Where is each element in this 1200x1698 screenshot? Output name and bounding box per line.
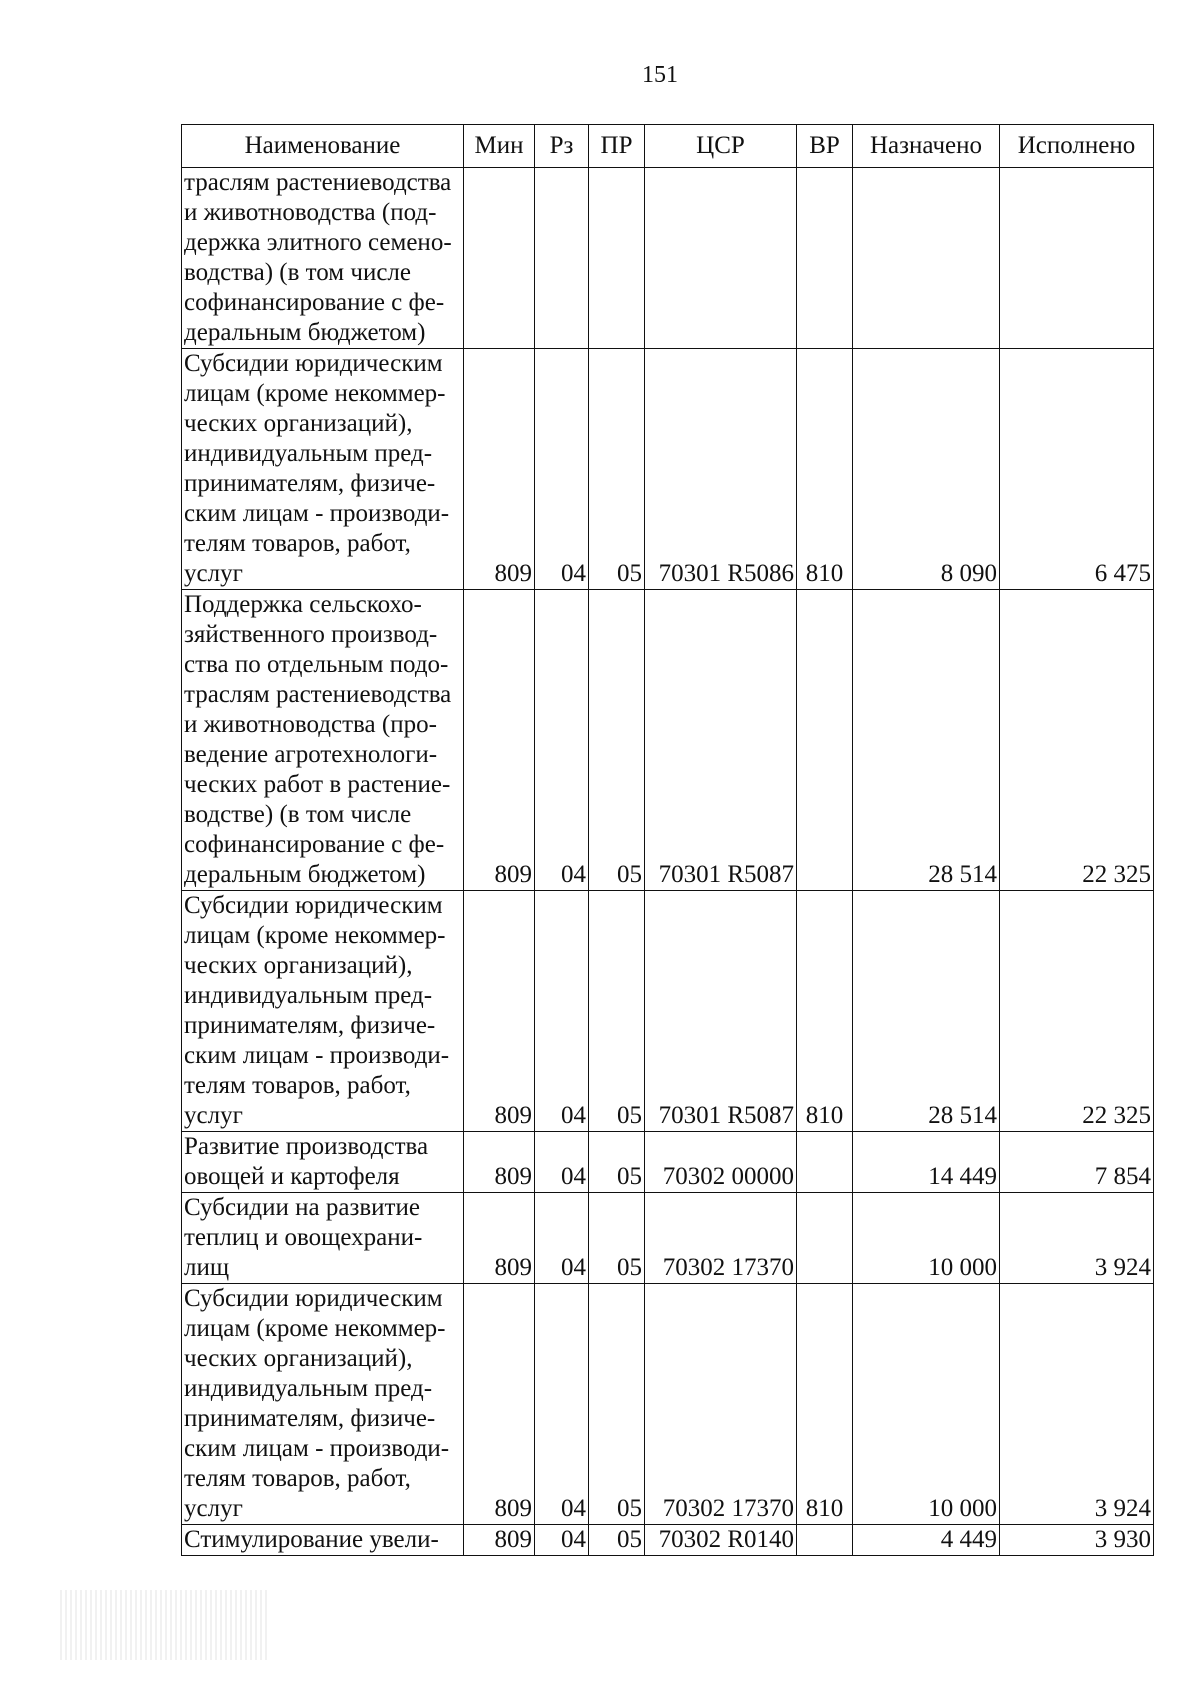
- cell-min: 809: [464, 1284, 535, 1525]
- cell-csr: [645, 168, 797, 349]
- table-row: [182, 590, 1154, 891]
- cell-name: траслям растениеводства и животноводства (под- держка элитного семено- водства) (в том числе софинансирование с фе- деральным бюджетом): [182, 168, 464, 349]
- cell-pr: 05: [589, 1193, 645, 1284]
- table-row: [182, 168, 1154, 349]
- header-pr: ПР: [589, 125, 645, 168]
- cell-min: 809: [464, 590, 535, 891]
- cell-csr: 70302 17370: [645, 1284, 797, 1525]
- cell-min: 809: [464, 1525, 535, 1556]
- header-assigned: Назначено: [853, 125, 1000, 168]
- table-row: [182, 1193, 1154, 1284]
- cell-rz: [535, 168, 589, 349]
- header-executed: Исполнено: [1000, 125, 1154, 168]
- cell-vr: [797, 1525, 853, 1556]
- header-csr: ЦСР: [645, 125, 797, 168]
- cell-executed: 3 924: [1000, 1284, 1154, 1525]
- header-vr: ВР: [797, 125, 853, 168]
- table-row: [182, 1132, 1154, 1193]
- cell-rz: 04: [535, 891, 589, 1132]
- header-rz: Рз: [535, 125, 589, 168]
- header-min: Мин: [464, 125, 535, 168]
- header-name: Наименование: [182, 125, 464, 168]
- cell-name: Субсидии юридическим лицам (кроме некоммер- ческих организаций), индивидуальным пред- принимателям, физиче- ским лицам - производи- телям товаров, работ, услуг: [182, 1284, 464, 1525]
- cell-csr: 70302 17370: [645, 1193, 797, 1284]
- cell-csr: 70301 R5087: [645, 590, 797, 891]
- cell-name: Развитие производства овощей и картофеля: [182, 1132, 464, 1193]
- cell-assigned: [853, 168, 1000, 349]
- cell-assigned: 10 000: [853, 1193, 1000, 1284]
- cell-executed: 7 854: [1000, 1132, 1154, 1193]
- cell-rz: 04: [535, 590, 589, 891]
- cell-csr: 70301 R5086: [645, 349, 797, 590]
- cell-min: 809: [464, 1132, 535, 1193]
- table-row: [182, 349, 1154, 590]
- cell-assigned: 8 090: [853, 349, 1000, 590]
- cell-assigned: 4 449: [853, 1525, 1000, 1556]
- scan-artifact: [60, 1590, 270, 1660]
- cell-name: Поддержка сельскохо- зяйственного производ- ства по отдельным подо- траслям растениеводства и животноводства (про- ведение агротехнологи- ческих работ в растение- водстве) (в том числе софинансирование с фе- деральным бюджетом): [182, 590, 464, 891]
- cell-pr: [589, 168, 645, 349]
- cell-pr: 05: [589, 349, 645, 590]
- cell-assigned: 14 449: [853, 1132, 1000, 1193]
- page-number: 151: [642, 62, 678, 88]
- cell-executed: [1000, 168, 1154, 349]
- cell-pr: 05: [589, 1525, 645, 1556]
- cell-name: Стимулирование увели-: [182, 1525, 464, 1556]
- cell-vr: [797, 1193, 853, 1284]
- cell-rz: 04: [535, 1132, 589, 1193]
- cell-min: 809: [464, 891, 535, 1132]
- cell-assigned: 10 000: [853, 1284, 1000, 1525]
- cell-min: 809: [464, 1193, 535, 1284]
- cell-assigned: 28 514: [853, 891, 1000, 1132]
- cell-vr: [797, 168, 853, 349]
- cell-rz: 04: [535, 349, 589, 590]
- cell-pr: 05: [589, 1284, 645, 1525]
- cell-name: Субсидии юридическим лицам (кроме некоммер- ческих организаций), индивидуальным пред- принимателям, физиче- ским лицам - производи- телям товаров, работ, услуг: [182, 349, 464, 590]
- table-row: [182, 1284, 1154, 1525]
- cell-csr: 70301 R5087: [645, 891, 797, 1132]
- cell-executed: 22 325: [1000, 590, 1154, 891]
- cell-name: Субсидии на развитие теплиц и овощехрани- лищ: [182, 1193, 464, 1284]
- cell-rz: 04: [535, 1525, 589, 1556]
- budget-table: [181, 124, 1154, 1556]
- cell-csr: 70302 R0140: [645, 1525, 797, 1556]
- cell-vr: [797, 1132, 853, 1193]
- table-header-row: [182, 125, 1154, 168]
- cell-csr: 70302 00000: [645, 1132, 797, 1193]
- cell-min: 809: [464, 349, 535, 590]
- cell-vr: 810: [797, 1284, 853, 1525]
- cell-executed: 6 475: [1000, 349, 1154, 590]
- table-row: [182, 891, 1154, 1132]
- cell-executed: 3 924: [1000, 1193, 1154, 1284]
- cell-assigned: 28 514: [853, 590, 1000, 891]
- cell-pr: 05: [589, 891, 645, 1132]
- cell-executed: 3 930: [1000, 1525, 1154, 1556]
- cell-name: Субсидии юридическим лицам (кроме некоммер- ческих организаций), индивидуальным пред- принимателям, физиче- ским лицам - производи- телям товаров, работ, услуг: [182, 891, 464, 1132]
- cell-rz: 04: [535, 1284, 589, 1525]
- cell-pr: 05: [589, 590, 645, 891]
- cell-vr: [797, 590, 853, 891]
- cell-pr: 05: [589, 1132, 645, 1193]
- table-row: [182, 1525, 1154, 1556]
- cell-executed: 22 325: [1000, 891, 1154, 1132]
- cell-vr: 810: [797, 349, 853, 590]
- cell-min: [464, 168, 535, 349]
- cell-vr: 810: [797, 891, 853, 1132]
- cell-rz: 04: [535, 1193, 589, 1284]
